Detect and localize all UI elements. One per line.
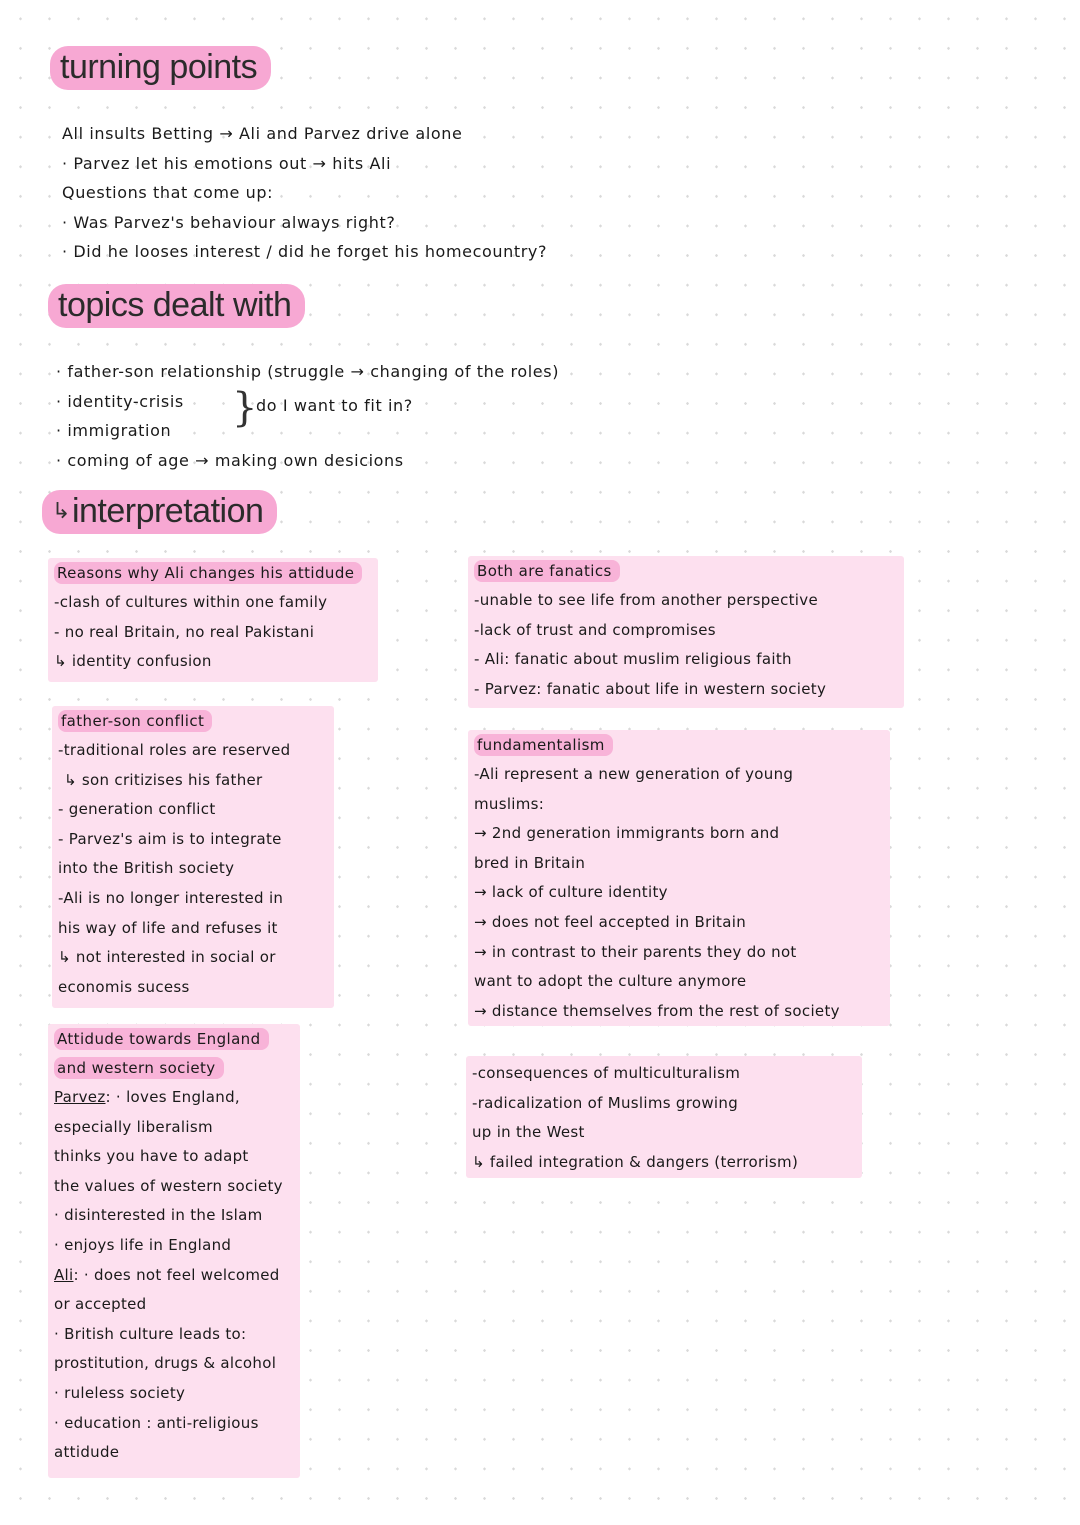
list-item: · ruleless society [54,1383,186,1402]
list-item: -consequences of multiculturalism [472,1064,741,1082]
list-item: the values of western society [54,1176,283,1195]
list-item: - no real Britain, no real Pakistani [54,622,315,641]
heading-interpretation-text: interpretation [71,492,264,530]
list-item: - generation conflict [58,800,216,819]
box-fundamentalism [468,730,890,1026]
ali-first-line: : · does not feel welcomed [73,1265,280,1284]
list-item: -radicalization of Muslims growing [472,1093,739,1112]
heading-turning-points-text: turning points [50,46,271,90]
box-reasons-title: Reasons why Ali changes his attidude [54,562,362,584]
list-item: · Was Parvez's behaviour always right? [62,212,396,232]
box-fanatics [468,556,904,708]
parvez-first-line: : · loves England, [105,1088,240,1106]
box-fundamentalism-title: fundamentalism [474,734,613,756]
list-item: his way of life and refuses it [58,918,278,937]
heading-turning-points [50,46,271,90]
brace-note: do I want to fit in? [256,396,413,415]
list-item: - Ali: fanatic about muslim religious faith [474,650,792,669]
list-item: economis sucess [58,977,190,996]
list-item: ↳ identity confusion [54,652,212,671]
list-item: or accepted [54,1295,147,1314]
heading-interpretation [42,490,277,534]
heading-topics [48,284,305,328]
heading-topics-text: topics dealt with [48,284,305,328]
list-item: ↳ not interested in social or [58,948,276,967]
brace-icon: } [232,385,258,431]
list-item: prostitution, drugs & alcohol [54,1354,277,1373]
list-item: -Ali is no longer interested in [58,888,284,907]
list-item: → does not feel accepted in Britain [474,912,747,931]
list-item: bred in Britain [474,853,586,872]
list-item: into the British society [58,859,235,878]
list-item: → distance themselves from the rest of society [474,1001,840,1020]
list-item: → in contrast to their parents they do not [474,942,797,961]
list-item: · coming of age → making own desicions [56,450,404,470]
list-item: -lack of trust and compromises [474,620,716,639]
parvez-label: Parvez [54,1088,106,1106]
box-father-son [52,706,334,1008]
list-item: · Parvez let his emotions out → hits Ali [62,153,392,173]
box-reasons [48,558,378,682]
list-item: - Parvez's aim is to integrate [58,829,282,848]
list-item: Questions that come up: [62,183,274,203]
box-father-son-title: father-son conflict [58,710,212,732]
list-item: · immigration [56,421,172,441]
list-item: → 2nd generation immigrants born and [474,824,780,843]
box-fanatics-title: Both are fanatics [474,560,620,582]
turning-points-list [62,119,547,267]
list-item [54,1261,294,1291]
box-consequences [466,1056,862,1178]
topics-list [56,357,559,475]
box-attitude-title-2: and western society [54,1057,224,1079]
list-item: ↳ failed integration & dangers (terrorism) [472,1152,799,1171]
list-item: -clash of cultures within one family [54,593,328,611]
list-item: attidude [54,1443,120,1462]
list-item: · identity-crisis [56,391,184,411]
list-item: → lack of culture identity [474,883,668,902]
list-item: All insults Betting → Ali and Parvez drive alone [62,124,463,143]
ali-label: Ali [54,1265,74,1284]
box-attitude [48,1024,300,1478]
list-item: ↳ son critizises his father [64,770,263,789]
list-item: thinks you have to adapt [54,1147,249,1166]
list-item: · Did he looses interest / did he forget his homecountry? [62,242,548,262]
list-item: · disinterested in the Islam [54,1206,263,1225]
list-item [54,1083,294,1113]
list-item: -traditional roles are reserved [58,741,291,759]
list-item: especially liberalism [54,1117,213,1136]
list-item: muslims: [474,794,545,813]
list-item: -Ali represent a new generation of young [474,765,794,783]
list-item: want to adopt the culture anymore [474,972,747,991]
list-item: · father-son relationship (struggle → changing of the roles) [56,362,560,381]
turn-arrow-icon: ↳ [52,498,70,523]
list-item: up in the West [472,1123,585,1142]
list-item: · British culture leads to: [54,1324,247,1343]
list-item: · education : anti-religious [54,1413,259,1432]
list-item: -unable to see life from another perspective [474,591,818,609]
box-attitude-title-1: Attidude towards England [54,1028,269,1050]
list-item: - Parvez: fanatic about life in western society [474,679,827,698]
list-item: · enjoys life in England [54,1235,232,1254]
heading-interpretation-pill [42,490,277,534]
